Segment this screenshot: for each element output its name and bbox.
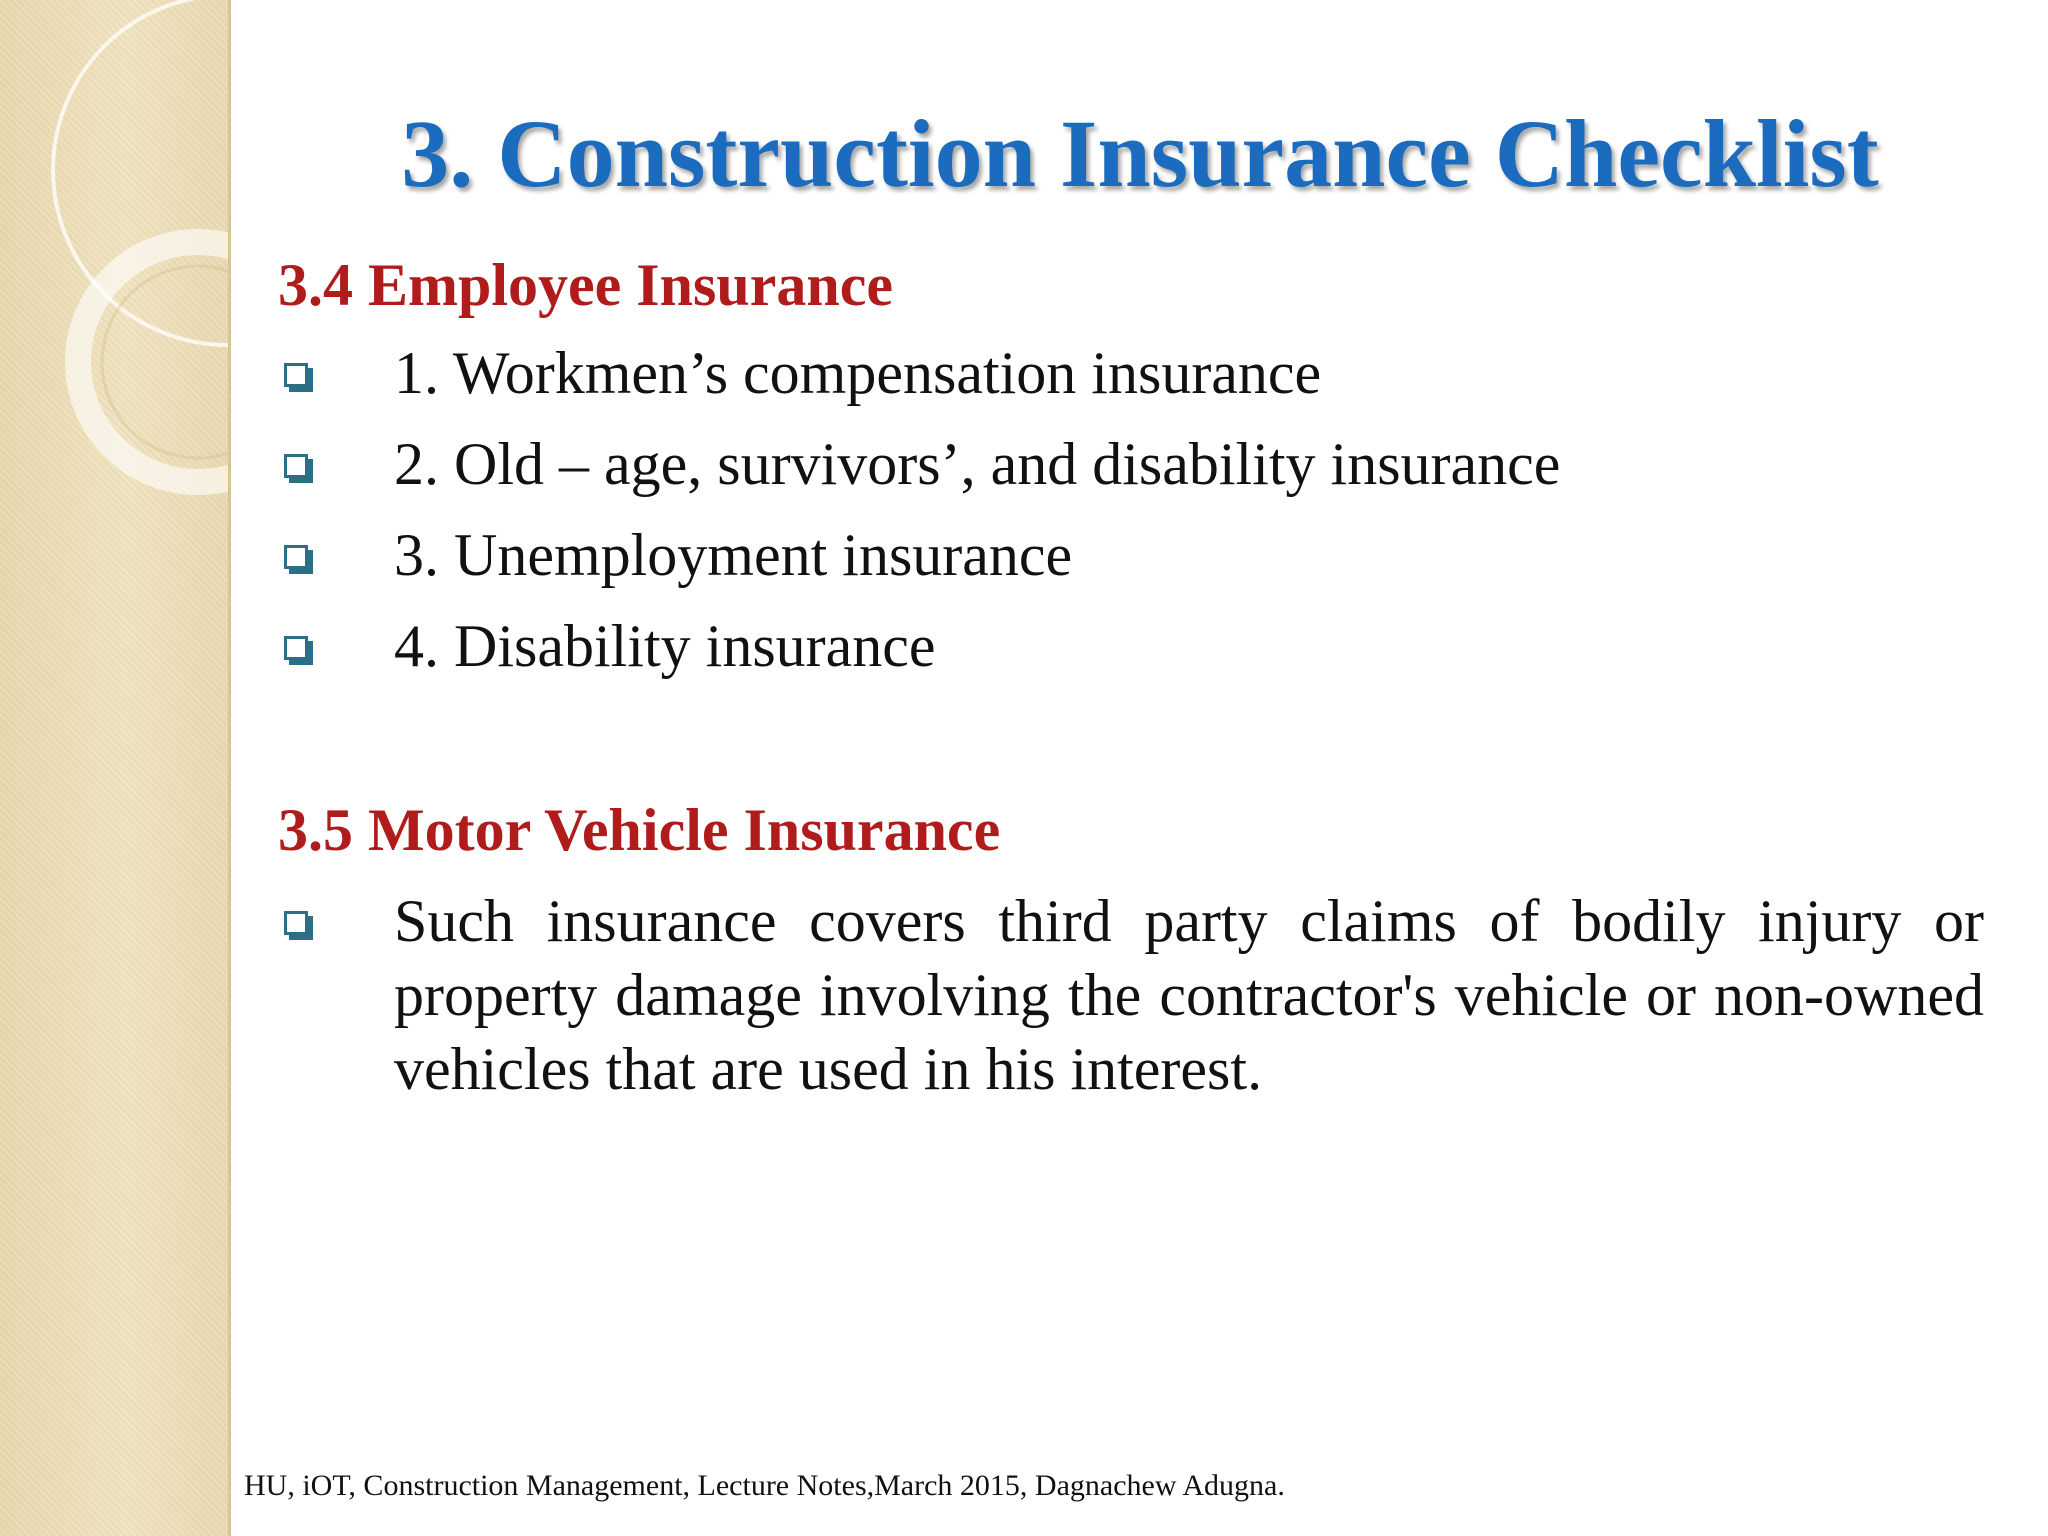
list-item-text: 4. Disability insurance: [394, 613, 936, 679]
checkbox-icon: [284, 911, 308, 935]
decorative-side-band: [0, 0, 231, 1536]
list-item-text: 2. Old – age, survivors’, and disability insurance: [394, 431, 1561, 497]
slide-title: 3. Construction Insurance Checklist: [401, 100, 1879, 207]
checkbox-icon: [284, 636, 308, 660]
employee-insurance-list: [278, 328, 1984, 692]
checkbox-icon: [284, 454, 308, 478]
checkbox-icon: [284, 545, 308, 569]
list-item: [278, 419, 1984, 510]
checkbox-icon: [284, 363, 308, 387]
footer-citation: HU, iOT, Construction Management, Lecture Notes,March 2015, Dagnachew Adugna.: [244, 1469, 1285, 1502]
section-heading-motor-vehicle-insurance: 3.5 Motor Vehicle Insurance: [278, 797, 1001, 863]
list-item: [278, 328, 1984, 419]
list-item-text: 1. Workmen’s compensation insurance: [394, 340, 1322, 406]
list-item-text: 3. Unemployment insurance: [394, 522, 1073, 588]
list-item: [278, 510, 1984, 601]
list-item-text: Such insurance covers third party claims of bodily injury or property damage involving the contractor's vehicle or non-owned vehicles that are used in his interest.: [394, 888, 1984, 1102]
motor-vehicle-insurance-list: [278, 884, 1984, 1106]
decorative-rings: [0, 0, 228, 520]
list-item: [278, 884, 1984, 1106]
list-item: [278, 601, 1984, 692]
section-heading-employee-insurance: 3.4 Employee Insurance: [278, 252, 893, 318]
